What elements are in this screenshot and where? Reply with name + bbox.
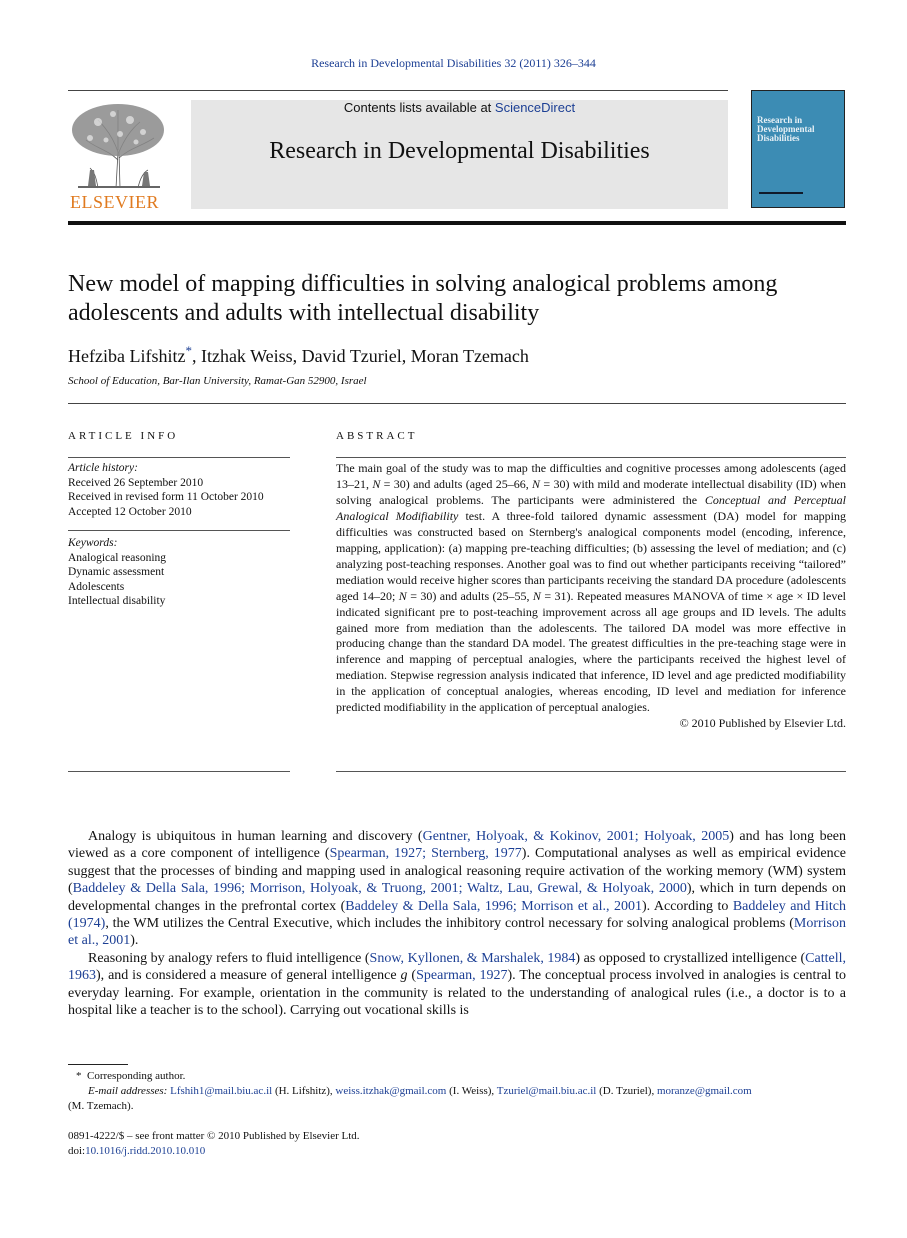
- email-link[interactable]: Tzuriel@mail.biu.ac.il: [496, 1085, 597, 1097]
- email-link[interactable]: Lfshih1@mail.biu.ac.il: [170, 1085, 273, 1097]
- paragraph: Analogy is ubiquitous in human learning and discovery (Gentner, Holyoak, & Kokinov, 2001; Holyoak, 2005) and has long been viewed as a core component of intelligence (Spearman, 1927; Sternberg, 1977). Computational analyses as well as empirical evidence suggest that the processes of binding and mapping used in analogical reasoning require activation of the working memory (WM) system (Baddeley & Della Sala, 1996; Morrison, Holyoak, & Truong, 2001; Waltz, Lau, Grewal, & Holyoak, 2000), which in turn depends on developmental changes in the prefrontal cortex (Baddeley & Della Sala, 1996; Morrison et al., 2001). According to Baddeley and Hitch (1974), the WM utilizes the Central Executive, which includes the inhibitory control necessary for solving analogical problems (Morrison et al., 2001).: [68, 829, 847, 949]
- abstract-heading: ABSTRACT: [336, 430, 418, 442]
- article-title: New model of mapping difficulties in solving analogical problems among adolescents and adults with intellectual disability: [68, 271, 778, 326]
- abstract-segment: = 31). Repeated measures MANOVA of time × age × ID level indicated significant pre to post-teaching improvement across all age groups and ID levels. The adults gained more from mediation than the adolescents. The tailored DA model was more effective in producing change than the standard DA model. The greatest difficulties in the pre-teaching stage were in inference and mapping of perceptual analogies, where the participants received the highest level of mediation. Stepwise regression analysis indicated that inference, ID level and age predicted modifiability in the application of conceptual analogies, whereas encoding, ID level and mediation for inference predicted modifiability in the application of perceptual analogies.: [336, 588, 847, 715]
- copyright: © 2010 Published by Elsevier Ltd.: [679, 716, 846, 731]
- citation-link[interactable]: Baddeley & Della Sala, 1996; Morrison et al., 2001: [345, 898, 643, 914]
- contents-prefix: Contents lists available at: [343, 100, 495, 115]
- divider: [68, 530, 290, 531]
- abstract-text: [336, 461, 846, 732]
- footnotes: [68, 1069, 846, 1114]
- citation-link[interactable]: Baddeley and Hitch (1974): [68, 898, 846, 932]
- journal-title: Research in Developmental Disabilities: [269, 138, 650, 164]
- email-link[interactable]: weiss.itzhak@gmail.com: [335, 1085, 447, 1097]
- divider: [68, 457, 290, 458]
- keyword: Adolescents: [68, 580, 125, 593]
- abstract-segment: = 30) and adults (25–55,: [406, 588, 533, 603]
- publisher-wordmark: ELSEVIER: [70, 192, 159, 212]
- author-name: Hefziba Lifshitz: [68, 346, 186, 366]
- keywords: [68, 536, 293, 609]
- email-footnote-cont: (M. Tzemach).: [68, 1100, 134, 1112]
- issn-line: 0891-4222/$ – see front matter © 2010 Published by Elsevier Ltd.: [68, 1130, 360, 1142]
- n-symbol: N: [532, 476, 541, 491]
- abstract-segment: The main goal of the study was to map the difficulties and cognitive processes among adolescents (aged 13–21,: [336, 461, 846, 491]
- other-authors: , Itzhak Weiss, David Tzuriel, Moran Tzemach: [191, 346, 529, 366]
- test-name: Conceptual and Perceptual Analogical Modifiability: [336, 492, 846, 523]
- email-footnote: E-mail addresses: Lfshih1@mail.biu.ac.il (H. Lifshitz), weiss.itzhak@gmail.com (I. Weiss), Tzuriel@mail.biu.ac.il (D. Tzuriel), moranze@gmail.com: [88, 1085, 752, 1097]
- article-history: [68, 461, 293, 519]
- footnote-rule: [68, 1064, 128, 1065]
- abstract-segment: = 30) and adults (aged 25–66,: [380, 476, 533, 491]
- elsevier-logo: [68, 100, 170, 210]
- citation-link[interactable]: Morrison et al., 2001: [68, 916, 846, 949]
- history-label: Article history:: [68, 462, 138, 474]
- body-text: [68, 828, 846, 1019]
- divider: [68, 771, 290, 772]
- citation-link[interactable]: Gentner, Holyoak, & Kokinov, 2001; Holyoak, 2005: [422, 829, 730, 844]
- header-rule: [68, 90, 728, 91]
- history-accepted: Accepted 12 October 2010: [68, 505, 192, 518]
- citation-link[interactable]: Spearman, 1927: [416, 968, 508, 984]
- paragraph: Reasoning by analogy refers to fluid intelligence (Snow, Kyllonen, & Marshalek, 1984) as opposed to crystallized intelligence (Cattell, 1963), and is considered a measure of general intelligence g (Spearman, 1927). The conceptual process involved in analogies is central to everyday learning. For example, orientation in the community is related to the understanding of analogical rules (i.e., a doctor is to a hospital like a teacher is to the school). Carrying out vocational skills is: [68, 950, 847, 1019]
- citation-link[interactable]: Baddeley & Della Sala, 1996; Morrison, Holyoak, & Truong, 2001; Waltz, Lau, Grewal, & Holyoak, 2000: [72, 881, 687, 897]
- n-symbol: N: [372, 476, 381, 491]
- citation-link[interactable]: Spearman, 1927; Sternberg, 1977: [329, 846, 522, 862]
- affiliation: School of Education, Bar-Ilan University, Ramat-Gan 52900, Israel: [68, 375, 367, 387]
- sciencedirect-link[interactable]: ScienceDirect: [494, 100, 576, 115]
- history-revised: Received in revised form 11 October 2010: [68, 491, 264, 503]
- keyword: Analogical reasoning: [68, 551, 167, 564]
- divider: [336, 771, 846, 772]
- header-rule-thick: [68, 221, 846, 225]
- email-link[interactable]: moranze@gmail.com: [656, 1085, 752, 1097]
- cover-title: Research in Developmental Disabilities: [757, 115, 815, 143]
- n-symbol: N: [398, 588, 407, 603]
- abstract-segment: test. A three-fold tailored dynamic assessment (DA) model for mapping difficulties was constructed based on Sternberg's analogical components model (encoding, inference, mapping, application): (a) mapping pre-teaching difficulties; (b) assessing the level of mediation; and (c) analyzing post-teaching responses. Another goal was to find out whether participants receiving “tailored” mediation would receive higher scores than participants receiving the standard DA procedure (adolescents aged 14–20;: [336, 508, 846, 603]
- keyword: Dynamic assessment: [68, 566, 165, 578]
- citation-link[interactable]: Cattell, 1963: [68, 950, 846, 984]
- n-symbol: N: [532, 588, 541, 603]
- keywords-label: Keywords:: [68, 537, 118, 549]
- contents-available-line: [191, 100, 728, 115]
- corresponding-footnote: * Corresponding author.: [76, 1070, 186, 1082]
- journal-reference[interactable]: Research in Developmental Disabilities 32 (2011) 326–344: [311, 56, 596, 70]
- doi-line: doi:10.1016/j.ridd.2010.10.010: [68, 1145, 206, 1157]
- journal-cover-image: [751, 90, 845, 208]
- doi-link[interactable]: 10.1016/j.ridd.2010.10.010: [85, 1145, 206, 1157]
- history-received: Received 26 September 2010: [68, 476, 204, 489]
- front-matter: [68, 1129, 846, 1159]
- abstract-segment: = 30) with mild and moderate intellectual disability (ID) when solving analogical problems. The participants were administered the: [336, 476, 846, 507]
- divider: [68, 403, 846, 404]
- citation-link[interactable]: Snow, Kyllonen, & Marshalek, 1984: [369, 950, 576, 966]
- corresponding-author-mark[interactable]: *: [185, 343, 192, 358]
- divider: [336, 457, 846, 458]
- keyword: Intellectual disability: [68, 595, 166, 607]
- cover-bar: [759, 192, 803, 194]
- author-list: [68, 343, 529, 367]
- article-info-heading: ARTICLE INFO: [68, 430, 179, 442]
